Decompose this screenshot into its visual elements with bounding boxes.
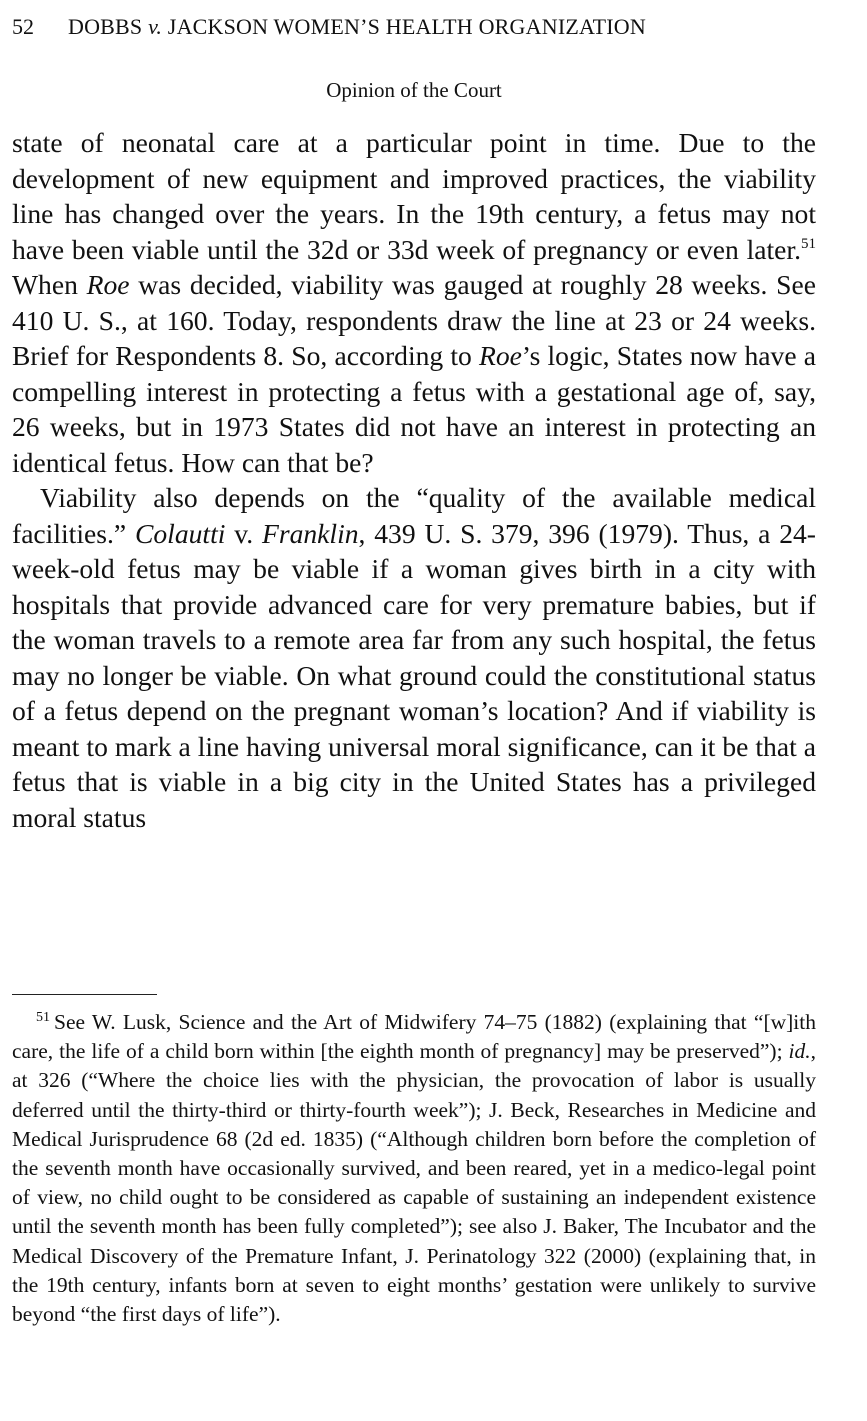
paragraph-2 bbox=[12, 480, 816, 835]
running-head bbox=[12, 12, 816, 42]
footnote-paragraph bbox=[12, 1008, 816, 1329]
case-title-versus: v. bbox=[148, 14, 163, 39]
id-citation: id. bbox=[788, 1039, 811, 1064]
case-title-part-2: JACKSON WOMEN’S HEALTH ORGANIZATION bbox=[162, 14, 646, 39]
paragraph-2-text-b: , 439 U. S. 379, 396 (1979). Thus, a 24-week-old fetus may be viable if a woman gives birth in a city with hospitals that provide advanced care for very premature babies, but if the woman travels to a remote area far from any such hospital, the fetus may no longer be viable. On what ground could the constitutional status of a fetus depend on the pregnant woman’s location? And if viability is meant to mark a line having universal moral significance, can it be that a fetus that is viable in a big city in the United States has a privileged moral status bbox=[12, 517, 816, 833]
footnote-number: 51 bbox=[36, 1010, 50, 1025]
footnote-divider bbox=[12, 994, 157, 995]
footnote-51 bbox=[12, 1008, 816, 1329]
case-title bbox=[68, 14, 646, 39]
footnote-text-b: , at 326 (“Where the choice lies with the physician, the provocation of labor is usually deferred until the thirty-third or thirty-fourth week”); J. Beck, Researches in Medicine and Medical Jurisprudence 68 (2d ed. 1835) (“Although children born before the completion of the seventh month have occasionally survived, and been reared, yet in a medico-legal point of view, no child ought to be considered as capable of sustaining an independent existence until the seventh month has been fully completed”); see also J. Baker, The Incubator and the Medical Discovery of the Premature Infant, J. Perinatology 322 (2000) (explaining that, in the 19th century, infants born at seven to eight months’ gestation were unlikely to survive beyond “the first days of life”). bbox=[12, 1039, 816, 1327]
paragraph-1-text-c: was decided, viability was gauged at roughly 28 weeks. See 410 U. S., at 160. Today, respondents draw the line at 23 or 24 weeks. Brief for Respondents 8. So, according to bbox=[12, 269, 816, 371]
case-name-roe: Roe bbox=[86, 269, 130, 300]
case-title-part-1: DOBBS bbox=[68, 14, 149, 39]
paragraph-1-text-d: ’s logic, States now have a compelling interest in protecting a fetus with a gestational age of, say, 26 weeks, but in 1973 States did not have an interest in protecting an identical fetus. How can that be? bbox=[12, 340, 816, 478]
opinion-body bbox=[12, 125, 816, 835]
paragraph-1 bbox=[12, 125, 816, 480]
paragraph-1-text-b: When bbox=[12, 269, 87, 300]
case-name-colautti: Colautti bbox=[134, 517, 226, 549]
page-number: 52 bbox=[12, 14, 34, 39]
versus-text: v. bbox=[225, 517, 262, 549]
opinion-label: Opinion of the Court bbox=[326, 78, 502, 102]
footnote-text-a: See W. Lusk, Science and the Art of Midwifery 74–75 (1882) (explaining that “[w]ith care, the life of a child born within [the eighth month of pregnancy] may be preserved”); bbox=[12, 1010, 816, 1064]
case-name-franklin: Franklin bbox=[261, 517, 359, 549]
paragraph-2-text-a: Viability also depends on the “quality of the available medical facilities.” bbox=[12, 482, 816, 549]
case-name-roe: Roe bbox=[479, 340, 522, 371]
footnote-reference-51[interactable]: 51 bbox=[801, 235, 816, 252]
paragraph-1-text-a: state of neonatal care at a particular point in time. Due to the development of new equipment and improved practices, the viability line has changed over the years. In the 19th century, a fetus may not have been viable until the 32d or 33d week of pregnancy or even later. bbox=[12, 127, 816, 265]
